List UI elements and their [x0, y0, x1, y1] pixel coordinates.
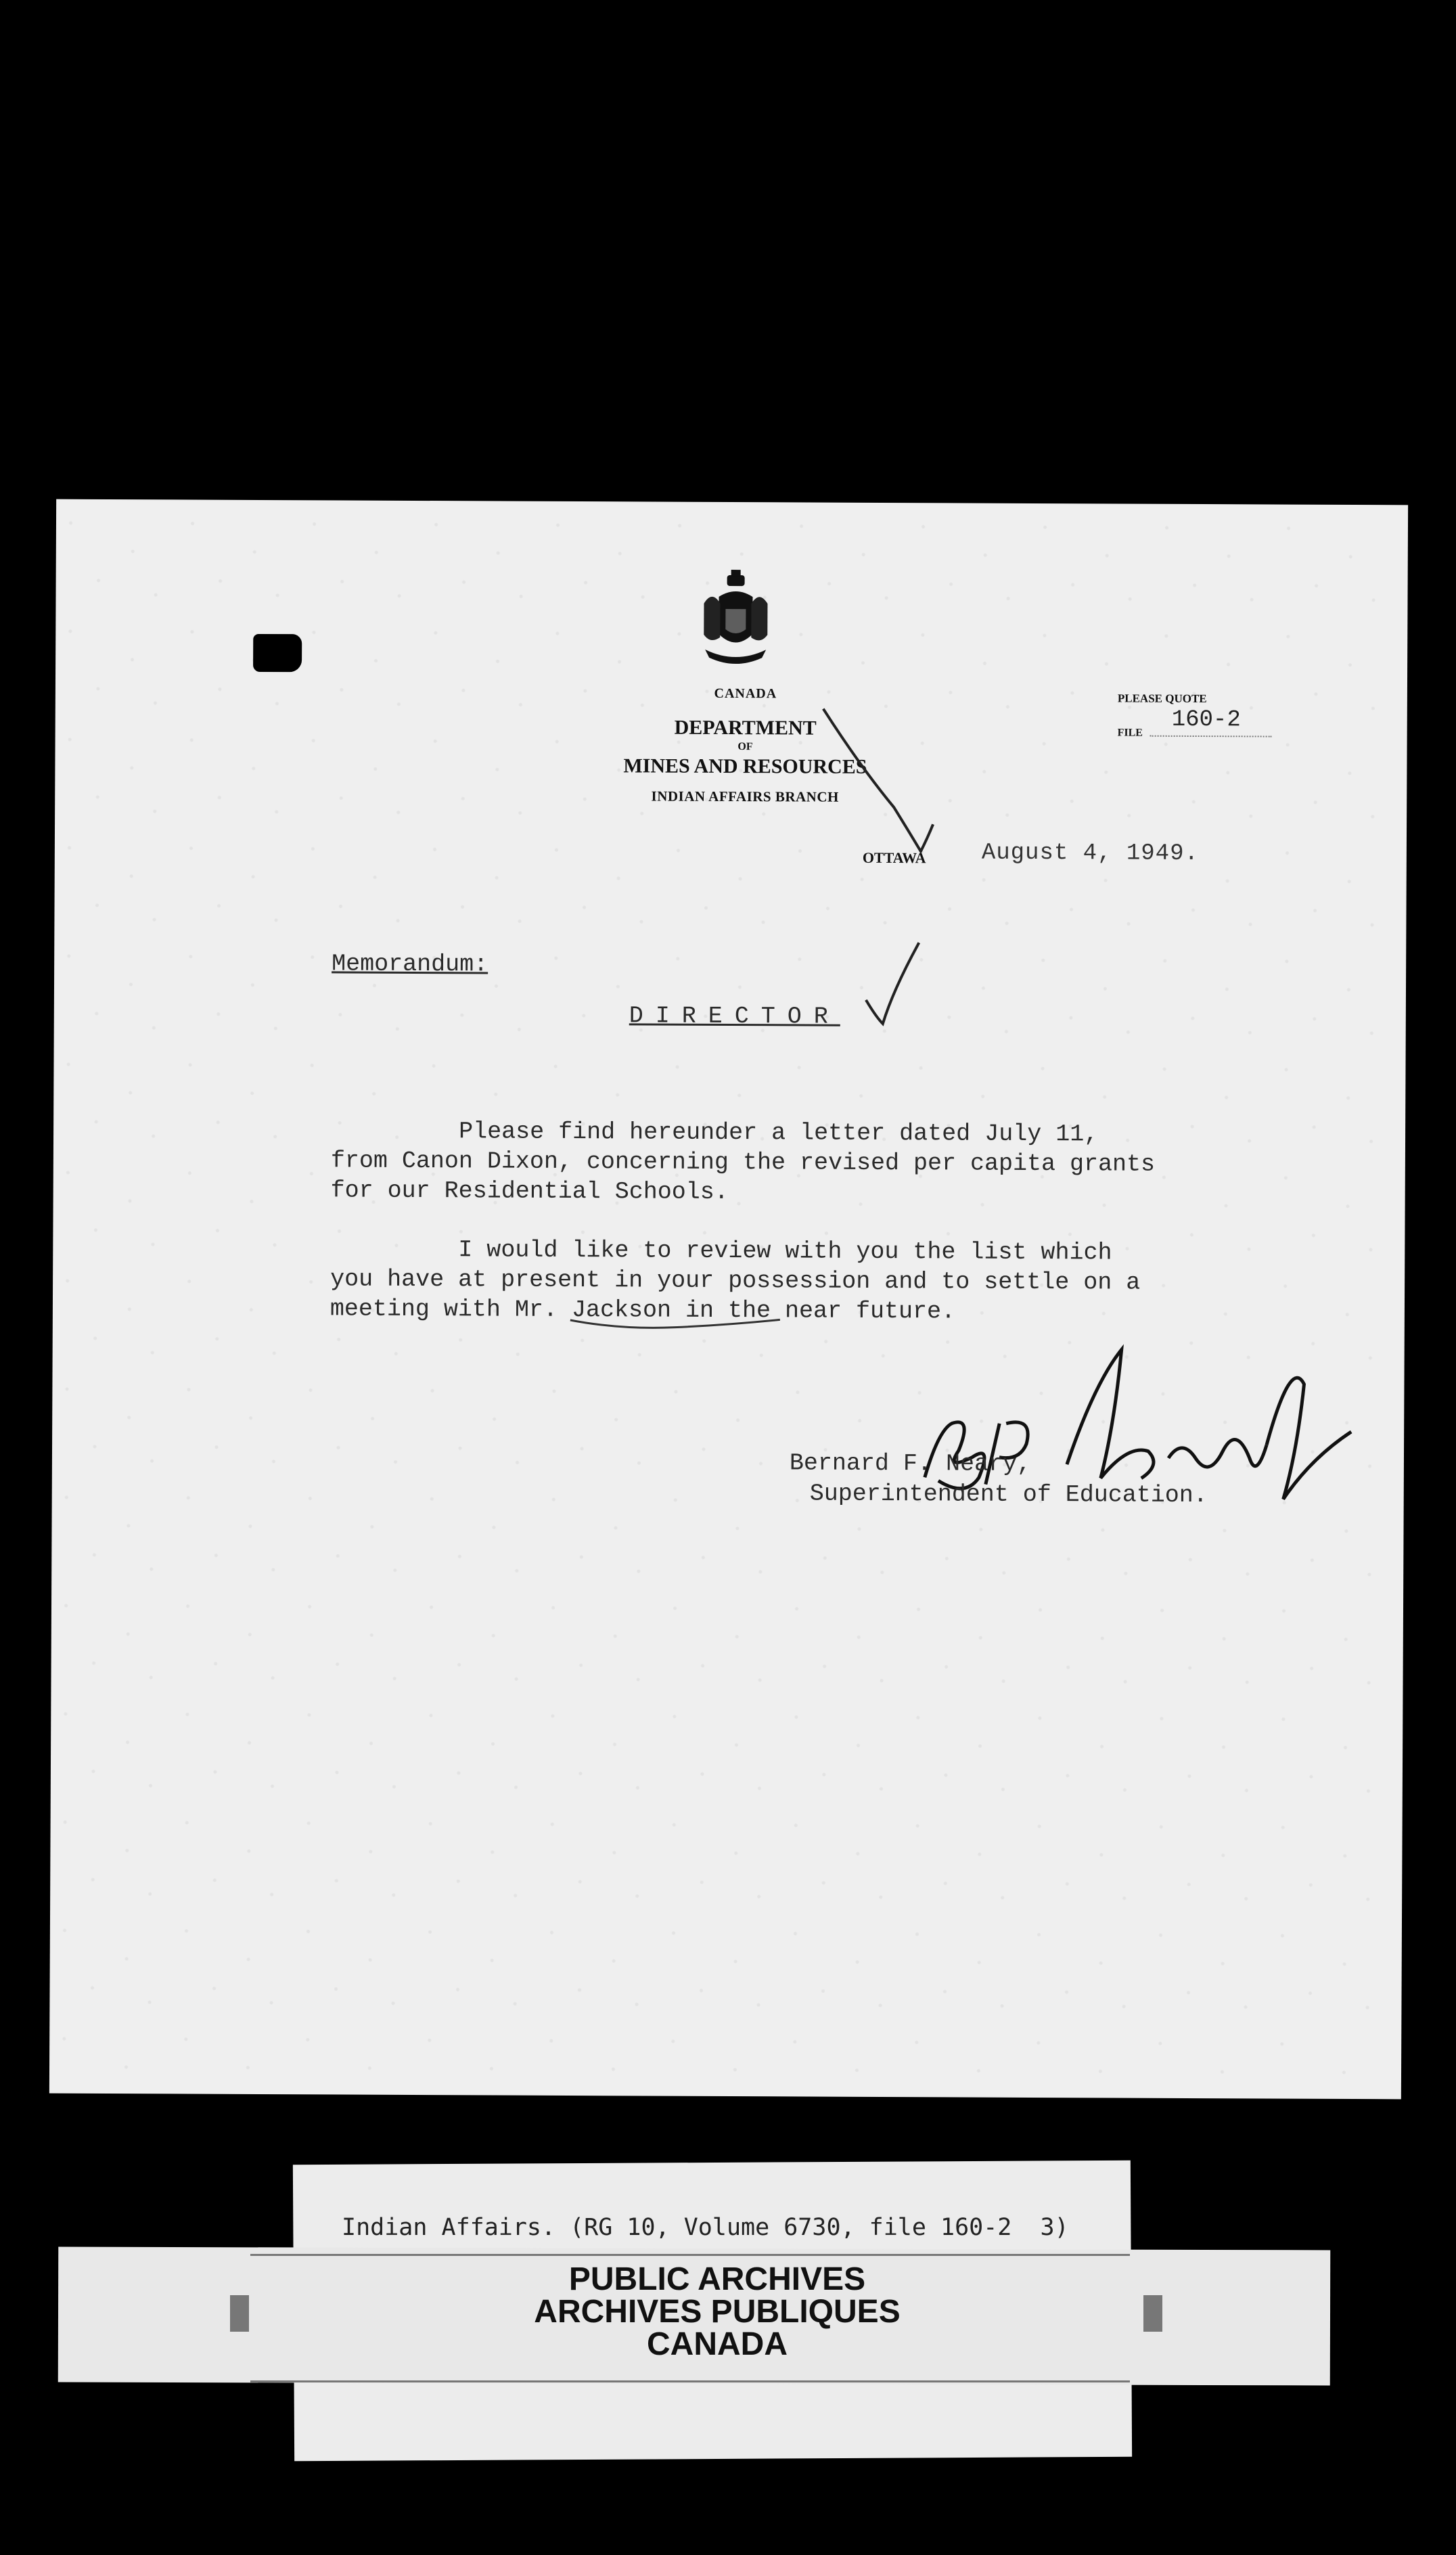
handwritten-underline: [567, 1313, 783, 1334]
archive-reference: Indian Affairs. (RG 10, Volume 6730, file 160-2 3): [342, 2214, 1069, 2241]
clip-left: [230, 2295, 249, 2332]
archive-line-3: CANADA: [647, 2326, 788, 2362]
letterhead-of: OF: [737, 741, 753, 753]
archive-line-1: PUBLIC ARCHIVES: [568, 2261, 866, 2297]
signatory-title: Superintendent of Education.: [809, 1480, 1208, 1510]
archive-line-2: ARCHIVES PUBLIQUES: [534, 2294, 901, 2330]
tick-mark-icon: [798, 935, 921, 1031]
memo-recipient: DIRECTOR: [629, 1002, 840, 1031]
pencil-check-mark-icon: [819, 706, 996, 862]
memo-heading: Memorandum:: [332, 950, 488, 978]
dateline-date: August 4, 1949.: [981, 840, 1200, 867]
dateline-place: OTTAWA: [862, 849, 926, 867]
memo-paragraph-2: I would like to review with you the list which you have at present in your possession and to settle on a meeting with Mr. Jackson in the near future.: [329, 1236, 1141, 1326]
file-number: 160-2: [1171, 706, 1241, 733]
clip-right: [1143, 2295, 1162, 2332]
letterhead-department: DEPARTMENT: [674, 716, 817, 740]
file-line: [1150, 736, 1272, 738]
file-label: FILE: [1117, 727, 1143, 739]
please-quote-label: PLEASE QUOTE: [1117, 692, 1207, 706]
memo-paragraph-1: Please find hereunder a letter dated July 11, from Canon Dixon, concerning the revised per capita grants for our Residential Schools.: [330, 1117, 1156, 1206]
signatory-name: Bernard F. Neary,: [789, 1449, 1032, 1478]
letterhead-country: CANADA: [714, 685, 777, 702]
archive-stamp: [379, 2263, 1055, 2361]
letterhead-ministry: MINES AND RESOURCES: [623, 754, 867, 778]
letterhead-branch: INDIAN AFFAIRS BRANCH: [651, 788, 839, 805]
coat-of-arms-icon: [691, 570, 780, 672]
memo-page: [49, 499, 1408, 2100]
punch-hole: [253, 634, 302, 672]
